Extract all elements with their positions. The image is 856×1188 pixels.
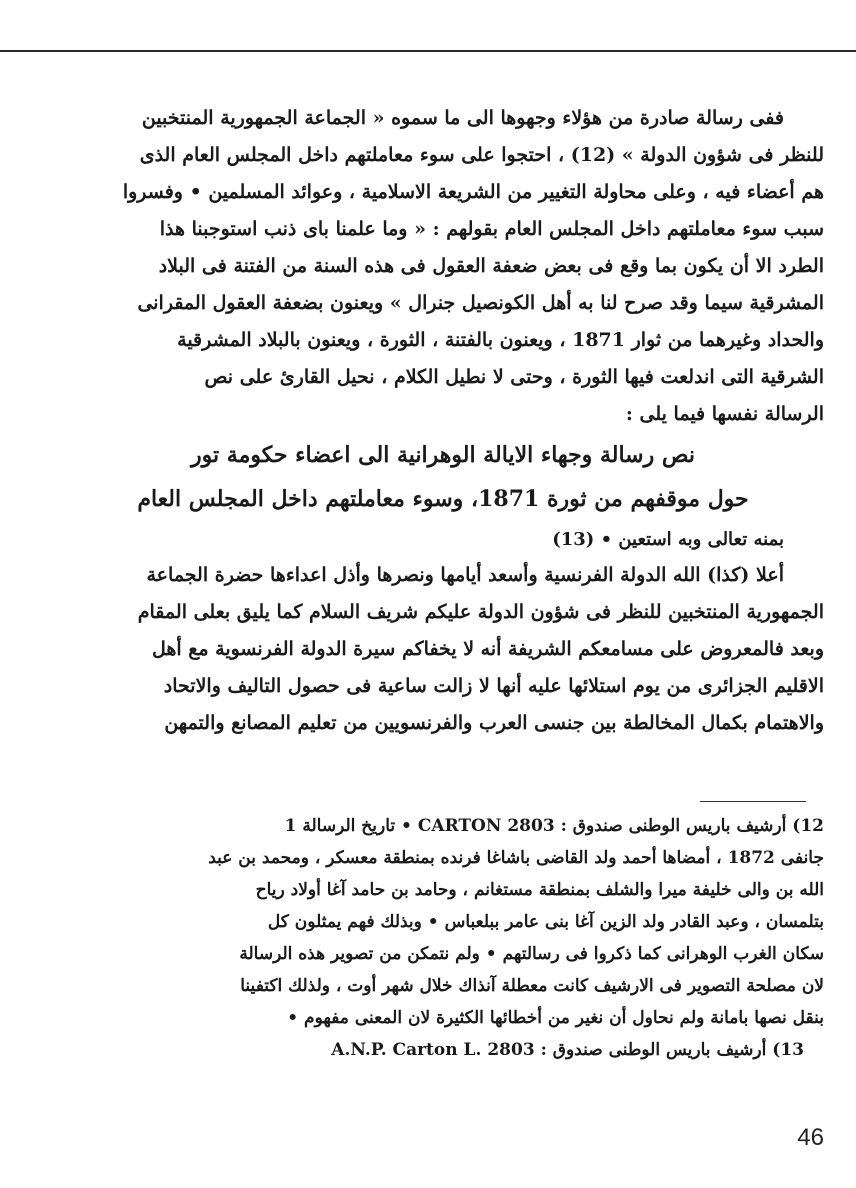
letter-line: وبعد فالمعروض على مسامعكم الشريفة أنه لا يخفاكم سيرة الدولة الفرنسوية مع أهل — [151, 638, 824, 660]
footnote-line: جانفى 1872 ، أمضاها أحمد ولد القاضى باشاغا فرنده بمنطقة معسكر ، ومحمد بن عبد — [208, 848, 824, 868]
footnotes — [62, 810, 824, 1066]
paragraph-line: للنظر فى شؤون الدولة » (12) ، احتجوا على سوء معاملتهم داخل المجلس العام الذى — [139, 144, 824, 166]
letter-line: الجمهورية المنتخبين للنظر فى شؤون الدولة عليكم شريف السلام كما يليق بعلى المقام — [137, 601, 824, 623]
page-number: 46 — [797, 1124, 824, 1151]
letter-heading-line1: نص رسالة وجهاء الايالة الوهرانية الى اعضاء حكومة تور — [191, 442, 695, 468]
paragraph-line: هم أعضاء فيه ، وعلى محاولة التغيير من الشريعة الاسلامية ، وعوائد المسلمين • وفسروا — [122, 181, 824, 203]
basmala-line: بمنه تعالى وبه استعين • (13) — [552, 529, 784, 550]
paragraph-line: الشرقية التى اندلعت فيها الثورة ، وحتى لا نطيل الكلام ، نحيل القارئ على نص — [204, 366, 824, 388]
paragraph-line: الطرد الا أن يكون بما وقع فى بعض ضعفة العقول فى هذه السنة من الفتنة فى البلاد — [158, 255, 824, 277]
paragraph-line: الرسالة نفسها فيما يلى : — [625, 403, 824, 425]
footnote-line: سكان الغرب الوهرانى كما ذكروا فى رسالتهم • ولم نتمكن من تصوير هذه الرسالة — [239, 944, 824, 964]
paragraph-line: المشرقية سيما وقد صرح لنا به أهل الكونصيل جنرال » ويعنون بضعفة العقول المقرانى — [137, 292, 824, 314]
footnote-12-first-line — [62, 810, 824, 842]
letter-line: أعلا (كذا) الله الدولة الفرنسية وأسعد أيامها ونصرها وأذل اعداءها حضرة الجماعة — [146, 564, 784, 586]
letter-line: الاقليم الجزائرى من يوم استلائها عليه أنها لا زالت ساعية فى حصول التاليف والاتحاد — [163, 675, 824, 697]
intro-paragraph — [62, 100, 824, 433]
footnote-13-arabic: 13) أرشيف باريس الوطنى صندوق : 2803 — [487, 1040, 804, 1060]
footnote-12-suffix: • تاريخ الرسالة 1 — [284, 816, 412, 836]
letter-text — [62, 557, 824, 742]
letter-line: والاهتمام بكمال المخالطة بين جنسى العرب والفرنسويين من تعليم المصانع والتمهن — [164, 712, 824, 734]
footnote-line: بتلمسان ، وعبد القادر ولد الزين آغا بنى عامر ببلعباس • وبذلك فهم يمثلون كل — [267, 912, 824, 932]
paragraph-line: سبب سوء معاملتهم داخل المجلس العام بقولهم : « وما علمنا باى ذنب استوجبنا هذا — [159, 218, 824, 240]
footnote-13 — [62, 1034, 824, 1066]
letter-heading-line2: حول موقفهم من ثورة 1871، وسوء معاملتهم داخل المجلس العام — [137, 486, 749, 512]
page-body — [62, 100, 824, 742]
footnote-12-prefix: 12) أرشيف باريس الوطنى صندوق : 2803 — [507, 816, 824, 836]
header-rule — [0, 50, 856, 52]
footnote-line: لان مصلحة التصوير فى الارشيف كانت معطلة آنذاك خلال شهر أوت ، ولذلك اكتفينا — [240, 976, 824, 996]
footnote-line: بنقل نصها بامانة ولم نحاول أن نغير من أخطائها الكثيرة لان المعنى مفهوم • — [287, 1008, 824, 1028]
paragraph-line: والحداد وغيرهما من ثوار 1871 ، ويعنون بالفتنة ، الثورة ، ويعنون بالبلاد المشرقية — [177, 329, 824, 351]
footnote-line: الله بن والى خليفة ميرا والشلف بمنطقة مستغانم ، وحامد بن حامد آغا أولاد رياح — [255, 880, 824, 900]
footnote-separator — [700, 801, 806, 802]
footnote-13-latin: A.N.P. Carton L. — [331, 1040, 482, 1060]
paragraph-line: ففى رسالة صادرة من هؤلاء وجهوها الى ما سموه « الجماعة الجمهورية المنتخبين — [141, 107, 784, 129]
footnote-12-carton: CARTON — [417, 816, 502, 836]
